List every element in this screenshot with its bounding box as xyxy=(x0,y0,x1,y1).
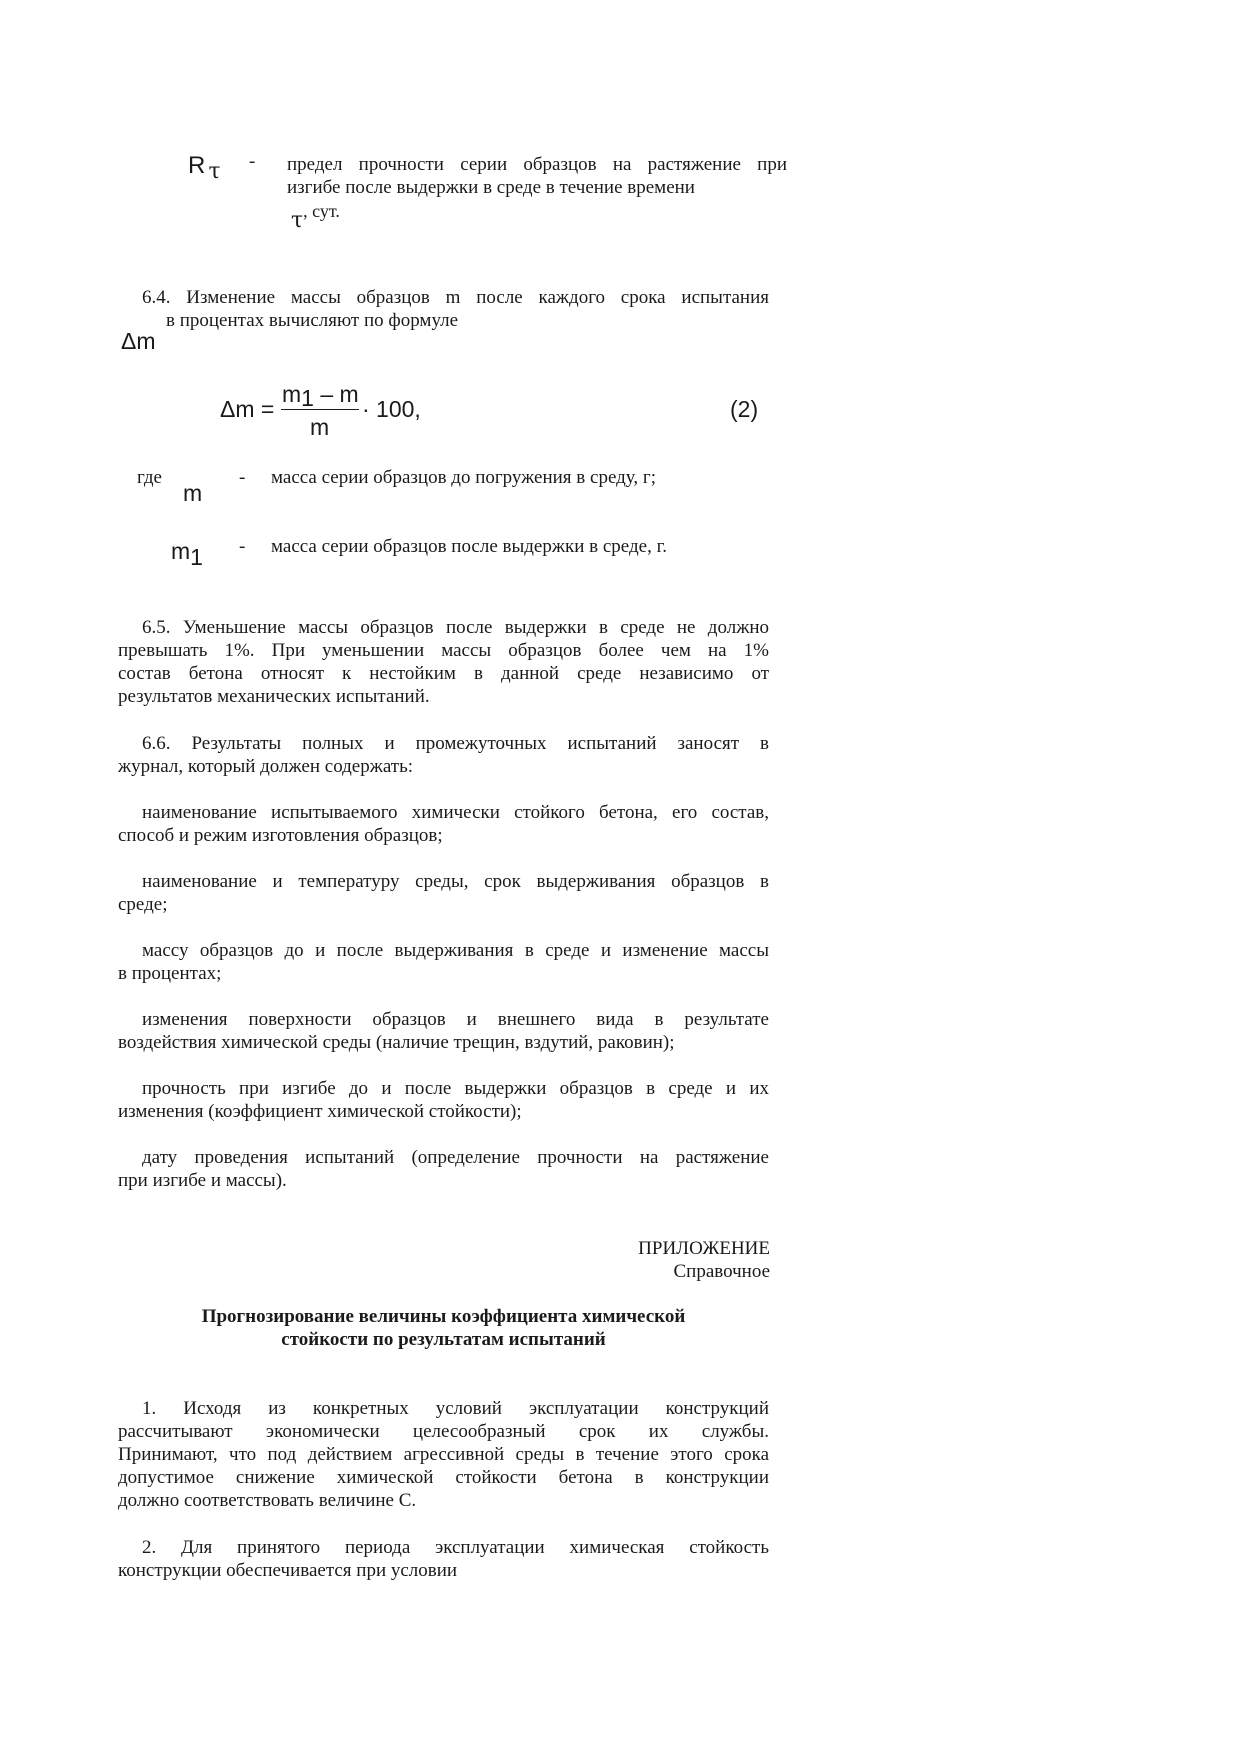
numerator-m: m xyxy=(282,381,302,407)
list-item-line-2: изменения (коэффициент химической стойкости); xyxy=(118,1101,522,1122)
where-m-symbol: m xyxy=(183,480,203,506)
section-6-5 xyxy=(118,616,769,708)
numerator-minus-m: – m xyxy=(313,381,359,407)
where-label: где xyxy=(137,467,162,488)
section-6-6-line-1: 6.6. Результаты полных и промежуточных испытаний заносят в xyxy=(142,733,769,754)
list-item-line-2: в процентах; xyxy=(118,963,222,984)
where-m1-dash: - xyxy=(239,536,246,557)
list-item-line-1: изменения поверхности образцов и внешнего вида в результате xyxy=(142,1009,769,1030)
r-symbol: R xyxy=(188,152,206,179)
list-item xyxy=(118,939,769,985)
list-item xyxy=(118,1008,769,1054)
appendix-p2-line-1: 2. Для принятого периода эксплуатации химическая стойкость xyxy=(142,1537,769,1558)
appendix-p1-line-2: рассчитывают экономически целесообразный срок их службы. xyxy=(118,1421,769,1442)
formula-number: (2) xyxy=(730,396,759,422)
list-item xyxy=(118,801,769,847)
list-item-line-2: способ и режим изготовления образцов; xyxy=(118,825,443,846)
list-item-line-1: наименование испытываемого химически стойкого бетона, его состав, xyxy=(142,802,769,823)
list-item-line-1: дату проведения испытаний (определение прочности на растяжение xyxy=(142,1147,769,1168)
appendix-paragraph-1 xyxy=(118,1397,769,1512)
section-6-5-line-1: 6.5. Уменьшение массы образцов после выдержки в среде не должно xyxy=(142,617,769,638)
delta-m-symbol: Δm xyxy=(121,328,156,354)
list-item-line-1: массу образцов до и после выдерживания в среде и изменение массы xyxy=(142,940,769,961)
section-6-5-line-2: превышать 1%. При уменьшении массы образцов более чем на 1% xyxy=(118,640,769,661)
appendix-p1-line-1: 1. Исходя из конкретных условий эксплуатации конструкций xyxy=(142,1398,769,1419)
tau-symbol: τ xyxy=(291,208,304,233)
where-m-dash: - xyxy=(239,467,246,488)
section-6-4-line-1: 6.4. Изменение массы образцов m после каждого срока испытания xyxy=(142,287,769,308)
tau-unit xyxy=(291,198,340,233)
r-definition-line-2: изгибе после выдержки в среде в течение времени xyxy=(287,177,695,198)
appendix-label: ПРИЛОЖЕНИЕ xyxy=(638,1238,770,1259)
unit-days: , сут. xyxy=(303,201,340,221)
formula-numerator xyxy=(282,380,359,411)
section-6-4-line-2: в процентах вычисляют по формуле xyxy=(166,310,459,331)
r-dash: - xyxy=(249,151,256,172)
numerator-subscript: 1 xyxy=(301,385,314,411)
list-item xyxy=(118,1077,769,1123)
list-item-line-1: прочность при изгибе до и после выдержки образцов в среде и их xyxy=(142,1078,769,1099)
list-item xyxy=(118,1146,769,1192)
section-6-6-line-2: журнал, который должен содержать: xyxy=(118,756,414,777)
appendix-title-line-1: Прогнозирование величины коэффициента химической xyxy=(201,1306,686,1327)
list-item-line-1: наименование и температуру среды, срок выдерживания образцов в xyxy=(142,871,769,892)
m1-m: m xyxy=(171,538,191,564)
list-item-line-2: воздействия химической среды (наличие трещин, вздутий, раковин); xyxy=(118,1032,675,1053)
appendix-p1-line-4: допустимое снижение химической стойкости бетона в конструкции xyxy=(118,1467,769,1488)
section-6-6 xyxy=(118,732,769,778)
list-item xyxy=(118,870,769,916)
appendix-p1-line-3: Принимают, что под действием агрессивной среды в течение этого срока xyxy=(118,1444,769,1465)
appendix-p2-line-2: конструкции обеспечивается при условии xyxy=(118,1560,458,1581)
appendix-type: Справочное xyxy=(673,1261,770,1282)
tau-subscript: τ xyxy=(208,159,221,184)
fraction-bar xyxy=(281,409,359,410)
formula-lhs: Δm = xyxy=(220,396,275,422)
appendix-p1-line-5: должно соответствовать величине C. xyxy=(118,1490,417,1511)
where-m-text: масса серии образцов до погружения в среду, г; xyxy=(271,467,656,488)
section-6-5-line-4: результатов механических испытаний. xyxy=(118,686,430,707)
formula-rhs: · 100, xyxy=(362,396,421,422)
list-item-line-2: среде; xyxy=(118,894,168,915)
appendix-title-line-2: стойкости по результатам испытаний xyxy=(281,1329,606,1350)
appendix-paragraph-2 xyxy=(118,1536,769,1582)
r-tau-symbol xyxy=(188,152,221,184)
formula-denominator: m xyxy=(310,414,330,440)
r-definition-line-1: предел прочности серии образцов на растяжение при xyxy=(287,154,787,175)
list-item-line-2: при изгибе и массы). xyxy=(118,1170,287,1191)
where-m1-text: масса серии образцов после выдержки в среде, г. xyxy=(271,536,667,557)
m1-subscript: 1 xyxy=(190,544,203,570)
section-6-5-line-3: состав бетона относят к нестойким в данной среде независимо от xyxy=(118,663,769,684)
where-m1-symbol xyxy=(171,537,203,570)
